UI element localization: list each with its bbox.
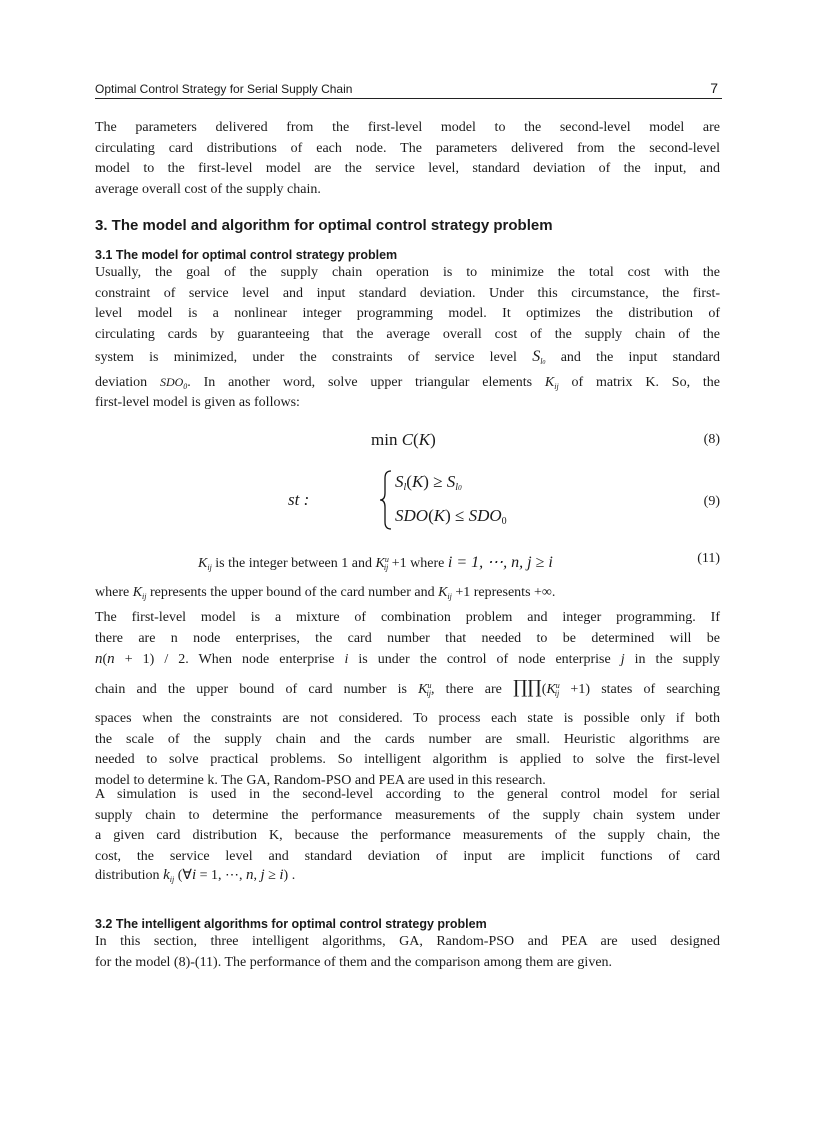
text-line: average overall cost of the supply chain. bbox=[95, 181, 321, 197]
text-line: Usually, the goal of the supply chain operation is to minimize the total cost with the bbox=[95, 265, 720, 280]
section31-line5 bbox=[95, 346, 720, 368]
running-header bbox=[95, 80, 722, 98]
distribution-line bbox=[95, 865, 720, 886]
running-title: Optimal Control Strategy for Serial Supply Chain bbox=[95, 82, 353, 96]
text-line: there are n node enterprises, the card number that needed to be determined will be bbox=[95, 630, 720, 646]
header-rule bbox=[95, 98, 722, 99]
text-line: chain and the upper bound of card number is $K^u_{ij}$, there are $\prod\prod(K^u_{ij} +1)$ states of searching bbox=[95, 677, 720, 698]
section32-paragraph bbox=[95, 932, 720, 973]
text-line: a given card distribution K, because the performance measurements of the supply chain, the bbox=[95, 828, 720, 843]
text-line: circulating card distributions of each node. The parameters delivered from the second-level bbox=[95, 140, 720, 156]
text-line: A simulation is used in the second-level according to the general control model for serial bbox=[95, 787, 720, 802]
text-line: n(n + 1) / 2. When node enterprise i is under the control of node enterprise j in the supply bbox=[95, 651, 721, 667]
text-line: where $K_{ij}$ represents the upper bound of the card number and $K_{ij} +1$ represents +∞. bbox=[95, 585, 556, 601]
text-line: model to the first-level model are the service level, standard deviation of the input, and bbox=[95, 161, 720, 176]
subsection-heading: 3.2 The intelligent algorithms for optimal control strategy problem bbox=[95, 917, 487, 931]
text-line: needed to solve practical problems. So intelligent algorithm is applied to solve the first-level bbox=[95, 752, 720, 767]
equation-11 bbox=[198, 550, 628, 571]
constraint-service-level: $S_l(K) \ge S_{l0}$ bbox=[395, 472, 462, 493]
page-number: 7 bbox=[710, 80, 718, 96]
text-line: circulating cards by guaranteeing that the average overall cost of the supply chain of the bbox=[95, 326, 720, 342]
constraint-std-dev: $SDO(K) \le SDO_0$ bbox=[395, 506, 507, 527]
equation-number: (9) bbox=[703, 494, 720, 509]
brace-icon bbox=[380, 470, 392, 530]
text-line: system is minimized, under the constraints of service level $S_{l0}$ and the input standard bbox=[95, 348, 721, 366]
equation-number: (11) bbox=[697, 551, 720, 566]
text-line: constraint of service level and input standard deviation. Under this circumstance, the first- bbox=[95, 285, 720, 301]
simulation-paragraph bbox=[95, 785, 720, 867]
text-line: level model is a nonlinear integer programming model. It optimizes the distribution of bbox=[95, 306, 720, 321]
text-line: the scale of the supply chain and the cards number are small. Heuristic algorithms are bbox=[95, 731, 720, 747]
text-line: The first-level model is a mixture of combination problem and integer programming. If bbox=[95, 610, 720, 625]
section31-line6 bbox=[95, 372, 720, 393]
text-line: first-level model is given as follows: bbox=[95, 395, 300, 410]
equation-8: min C(K) bbox=[371, 430, 436, 449]
text-line: deviation $SDO_0$. In another word, solve upper triangular elements $K_{ij}$ of matrix K. So, the bbox=[95, 375, 721, 391]
section-heading: 3. The model and algorithm for optimal control strategy problem bbox=[95, 217, 553, 234]
text-line: The parameters delivered from the first-level model to the second-level model are bbox=[95, 120, 720, 135]
text-line: In this section, three intelligent algorithms, GA, Random-PSO and PEA are used designed bbox=[95, 934, 720, 949]
equation-number: (8) bbox=[703, 432, 720, 447]
mixture-line4 bbox=[95, 673, 720, 699]
text-line: cost, the service level and standard deviation of input are implicit functions of card bbox=[95, 848, 720, 864]
equation-9-label: st : bbox=[288, 490, 310, 509]
section31-line7 bbox=[95, 393, 720, 414]
text-line: for the model (8)-(11). The performance of them and the comparison among them are given. bbox=[95, 954, 613, 970]
intro-paragraph bbox=[95, 118, 720, 200]
text-line: model to determine k. The GA, Random-PSO and PEA are used in this research. bbox=[95, 772, 546, 788]
where-line bbox=[95, 583, 720, 604]
text-line: supply chain to determine the performance measurements of the supply chain system under bbox=[95, 807, 720, 823]
subsection-heading: 3.1 The model for optimal control strategy problem bbox=[95, 248, 398, 262]
search-space-paragraph bbox=[95, 709, 720, 791]
text-line: $K_{ij}$ is the integer between 1 and $K^u_{ij} +1$ where i = 1, ⋯, n, j ≥ i bbox=[198, 554, 553, 572]
section31-paragraph bbox=[95, 263, 720, 345]
text-line: distribution $k_{ij}$ (∀i = 1, ⋯, n, j ≥ i) . bbox=[95, 867, 296, 884]
mixture-paragraph bbox=[95, 608, 720, 649]
mixture-line3 bbox=[95, 649, 720, 670]
text-line: spaces when the constraints are not considered. To process each state is possible only if both bbox=[95, 711, 720, 726]
